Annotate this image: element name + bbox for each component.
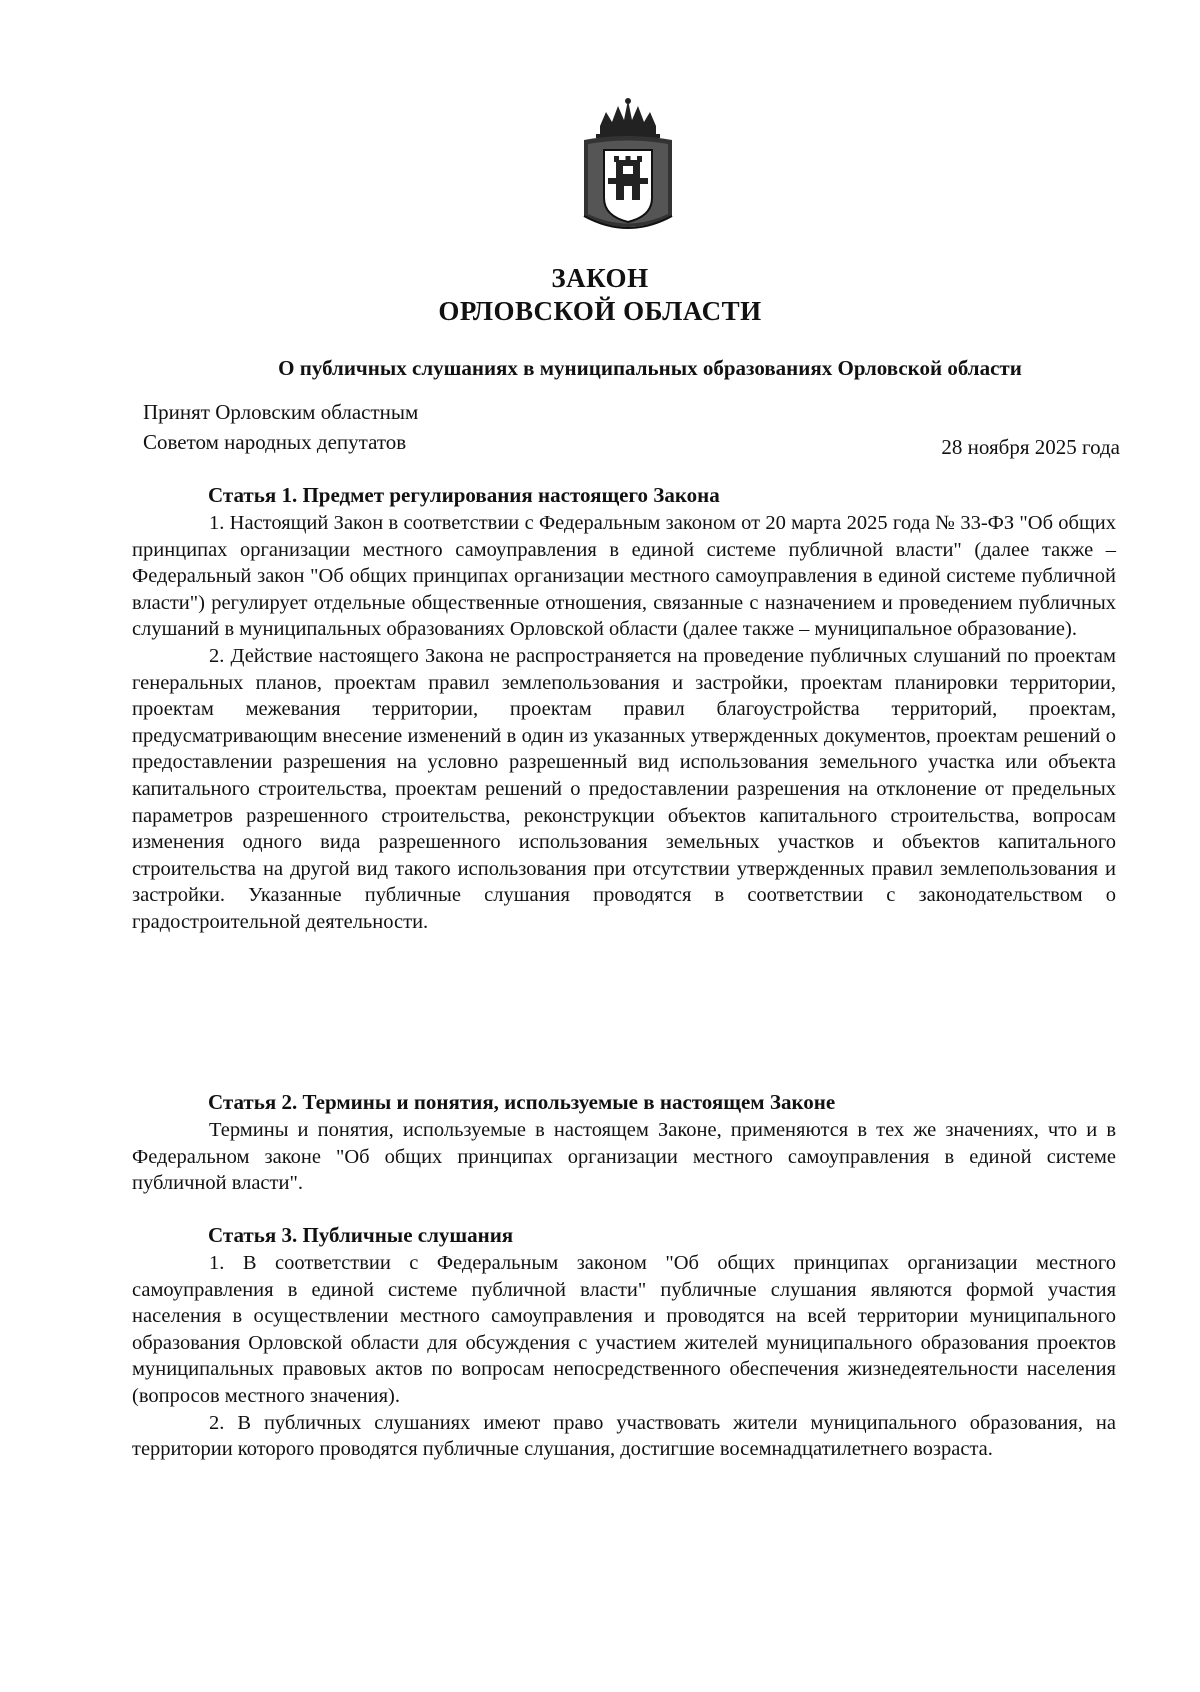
adoption-line-1: Принят Орловским областным <box>143 400 419 424</box>
adoption-note <box>143 397 418 457</box>
adoption-date: 28 ноября 2025 года <box>941 435 1120 459</box>
document-title-line-2: ОРЛОВСКОЙ ОБЛАСТИ <box>438 296 762 326</box>
article-2-title: Статья 2. Термины и понятия, используемые в настоящем Законе <box>208 1090 836 1114</box>
document-subtitle: О публичных слушаниях в муниципальных образованиях Орловской области <box>278 356 1022 380</box>
article-3-paragraph-2: 2. В публичных слушаниях имеют право участвовать жители муниципального образования, на территории которого проводятся публичные слушания, достигшие восемнадцатилетнего возраста. <box>132 1411 1116 1461</box>
article-1-title: Статья 1. Предмет регулирования настоящего Закона <box>208 483 720 507</box>
article-2-paragraph-1: Термины и понятия, используемые в настоящем Законе, применяются в тех же значениях, что и в Федеральном законе "Об общих принципах организации местного самоуправления в единой системе публичной власти". <box>132 1119 1116 1195</box>
article-2 <box>132 1089 1116 1197</box>
coat-of-arms-icon <box>578 98 678 240</box>
article-1-paragraph-1: 1. Настоящий Закон в соответствии с Федеральным законом от 20 марта 2025 года № 33-ФЗ "Об общих принципах организации местного самоуправления в единой системе публичной власти" (далее также – Федеральный закон "Об общих принципах организации местного самоуправления в единой системе публичной власти") регулирует отдельные общественные отношения, связанные с назначением и проведением публичных слушаний в муниципальных образованиях Орловской области (далее также – муниципальное образование). <box>132 512 1116 641</box>
article-3-title: Статья 3. Публичные слушания <box>208 1223 514 1247</box>
article-3 <box>132 1222 1116 1463</box>
article-1 <box>132 482 1116 936</box>
document-title-line-1: ЗАКОН <box>551 263 649 293</box>
article-1-paragraph-2: 2. Действие настоящего Закона не распространяется на проведение публичных слушаний по проектам генеральных планов, проектам правил землепользования и застройки, проектам планировки территории, проектам межевания территории, проектам правил благоустройства территорий, проектам, предусматривающим внесение изменений в один из указанных утвержденных документов, проектам решений о предоставлении разрешения на условно разрешенный вид использования земельного участка или объекта капитального строительства, проектам решений о предоставлении разрешения на отклонение от предельных параметров разрешенного строительства, реконструкции объектов капитального строительства, вопросам изменения одного вида разрешенного использования земельных участков и объектов капитального строительства на другой вид такого использования при отсутствии утвержденных правил землепользования и застройки. Указанные публичные слушания проводятся в соответствии с законодательством о градостроительной деятельности. <box>132 644 1116 933</box>
article-3-paragraph-1: 1. В соответствии с Федеральным законом "Об общих принципах организации местного самоуправления в единой системе публичной власти" публичные слушания являются формой участия населения в осуществлении местного самоуправления и проводятся на всей территории муниципального образования Орловской области для обсуждения с участием жителей муниципального образования проектов муниципальных правовых актов по вопросам непосредственного обеспечения жизнедеятельности населения (вопросов местного значения). <box>132 1252 1116 1407</box>
adoption-line-2: Советом народных депутатов <box>143 430 407 454</box>
